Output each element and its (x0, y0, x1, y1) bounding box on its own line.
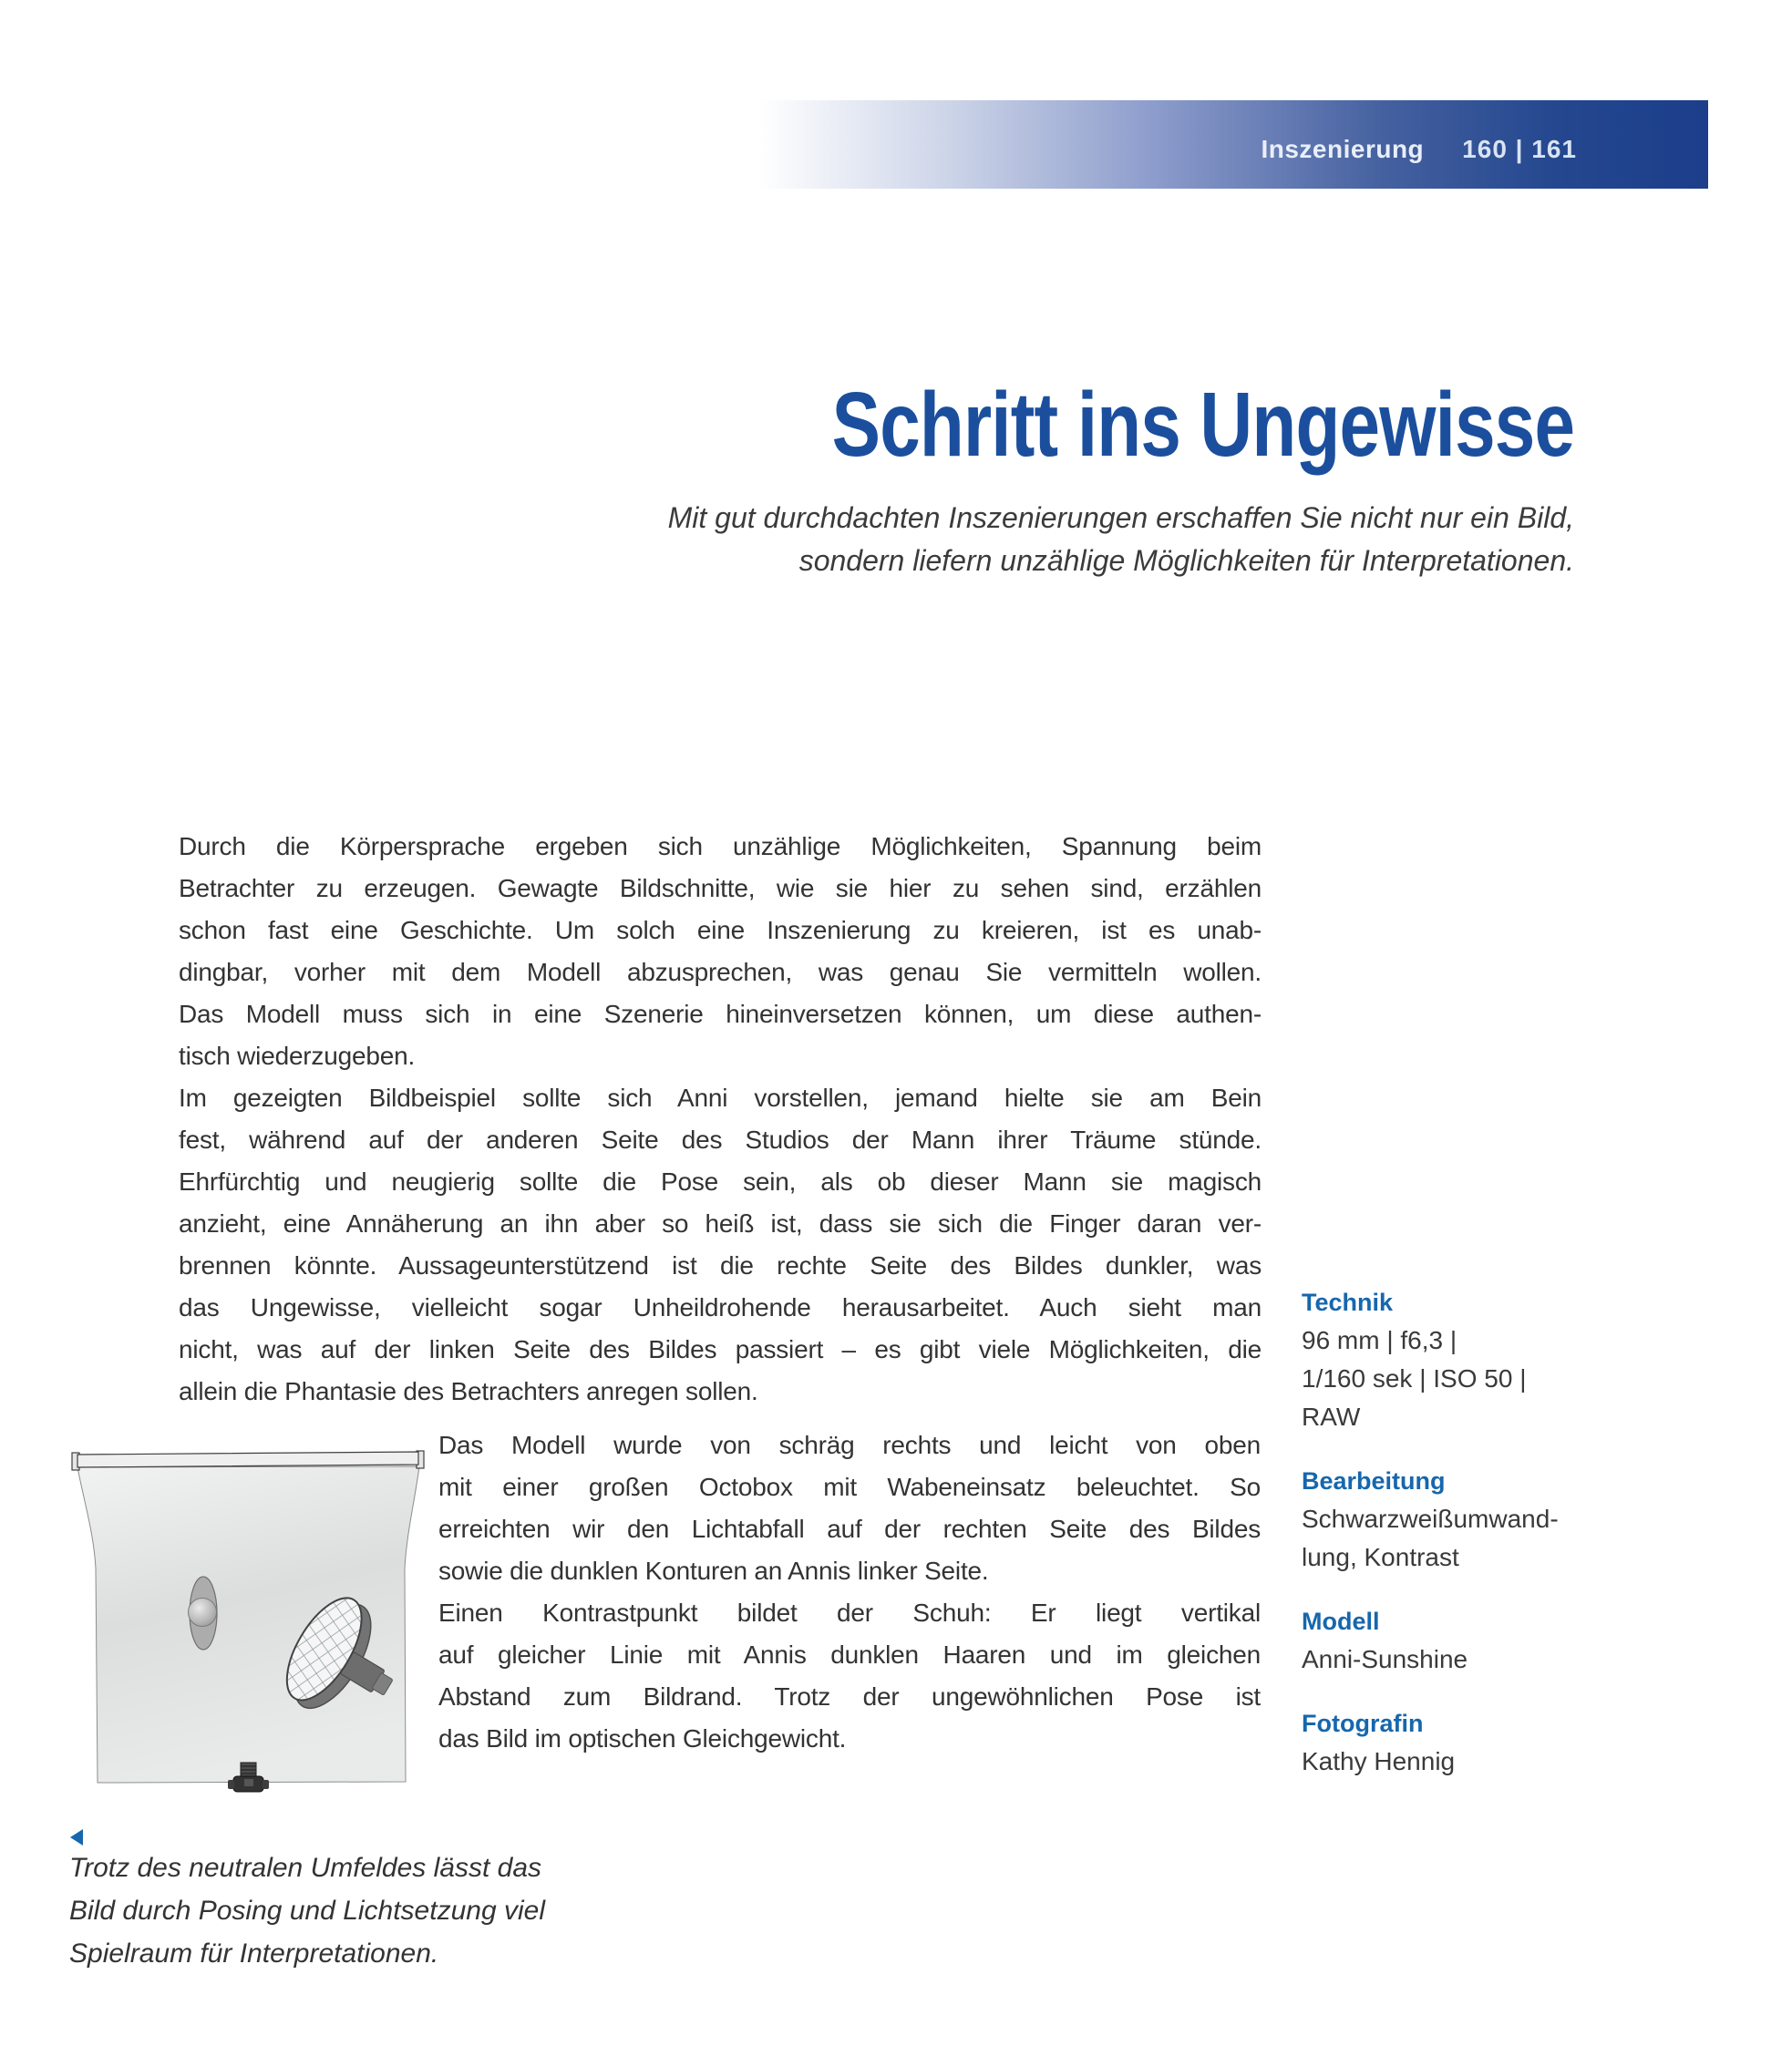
body-text-column (179, 826, 1262, 1413)
sidebar-section-lines (1302, 1640, 1602, 1679)
body-line: fest, während auf der anderen Seite des Studios der Mann ihrer Träume stünde. (179, 1126, 1262, 1154)
sidebar-section-title: Modell (1302, 1608, 1380, 1635)
subtitle-line: Mit gut durchdachten Inszenierungen erschaffen Sie nicht nur ein Bild, (667, 501, 1574, 534)
body-line: Das Modell wurde von schräg rechts und leicht von oben (438, 1431, 1261, 1459)
sidebar-line: Schwarzweißumwand- (1302, 1505, 1559, 1533)
body-line: schon fast eine Geschichte. Um solch eine Inszenierung zu kreieren, ist es unab- (179, 916, 1262, 944)
sidebar-section-lines (1302, 1743, 1602, 1781)
caption-arrow-icon (70, 1829, 83, 1846)
paragraph (179, 1077, 1262, 1413)
page-header-bar (759, 100, 1708, 189)
body-line: anzieht, eine Annäherung an ihn aber so heiß ist, dass sie sich die Finger daran ver- (179, 1209, 1262, 1238)
body-line: Betrachter zu erzeugen. Gewagte Bildschnitte, wie sie hier zu sehen sind, erzählen (179, 874, 1262, 902)
page-subtitle (668, 497, 1574, 582)
sidebar-line: lung, Kontrast (1302, 1543, 1459, 1571)
sidebar-line: Kathy Hennig (1302, 1747, 1456, 1775)
body-line: tisch wiederzugeben. (179, 1042, 416, 1070)
body-line: dingbar, vorher mit dem Modell abzusprechen, was genau Sie vermitteln wollen. (179, 958, 1262, 986)
subtitle-line: sondern liefern unzählige Möglichkeiten für Interpretationen. (798, 544, 1574, 577)
sidebar-section-title: Bearbeitung (1302, 1467, 1446, 1495)
page-title: Schritt ins Ungewisse (831, 374, 1574, 476)
sidebar-section-technik (1302, 1283, 1602, 1436)
body-line: brennen könnte. Aussageunterstützend ist die rechte Seite des Bildes dunkler, was (179, 1251, 1262, 1280)
sidebar-line: Anni-Sunshine (1302, 1645, 1468, 1673)
page-numbers: 160 | 161 (1462, 134, 1577, 163)
paragraph (179, 826, 1262, 1077)
body-line: auf gleicher Linie mit Annis dunklen Haaren und im gleichen (438, 1640, 1261, 1669)
sidebar-section-title: Fotografin (1302, 1710, 1424, 1737)
sidebar-section-fotografin (1302, 1704, 1602, 1781)
paragraph (438, 1592, 1261, 1760)
body-line: das Ungewisse, vielleicht sogar Unheildrohende herausarbeitet. Auch sieht man (179, 1293, 1262, 1321)
sidebar-section-lines (1302, 1321, 1602, 1436)
caption-line: Bild durch Posing und Lichtsetzung viel (69, 1896, 545, 1926)
photo-info-sidebar (1302, 1283, 1602, 1806)
studio-setup-diagram (68, 1448, 428, 1808)
body-line: Einen Kontrastpunkt bildet der Schuh: Er liegt vertikal (438, 1599, 1261, 1627)
body-line: Durch die Körpersprache ergeben sich unzählige Möglichkeiten, Spannung beim (179, 832, 1262, 860)
body-line: sowie die dunklen Konturen an Annis linker Seite. (438, 1557, 989, 1585)
caption-line: Spielraum für Interpretationen. (69, 1938, 439, 1969)
sidebar-section-title: Technik (1302, 1289, 1394, 1316)
sidebar-section-bearbeitung (1302, 1462, 1602, 1577)
body-line: erreichten wir den Lichtabfall auf der rechten Seite des Bildes (438, 1515, 1261, 1543)
caption-line: Trotz des neutralen Umfeldes lässt das (69, 1853, 542, 1883)
figure-caption (69, 1846, 580, 1975)
body-line: mit einer großen Octobox mit Wabeneinsatz beleuchtet. So (438, 1473, 1261, 1501)
chapter-label: Inszenierung (1261, 134, 1425, 163)
sidebar-line: 1/160 sek | ISO 50 | (1302, 1364, 1527, 1393)
sidebar-section-modell (1302, 1602, 1602, 1679)
body-line: nicht, was auf der linken Seite des Bildes passiert – es gibt viele Möglichkeiten, die (179, 1335, 1262, 1363)
body-line: Ehrfürchtig und neugierig sollte die Pose sein, als ob dieser Mann sie magisch (179, 1167, 1262, 1196)
body-line: das Bild im optischen Gleichgewicht. (438, 1724, 847, 1753)
body-line: allein die Phantasie des Betrachters anregen sollen. (179, 1377, 758, 1405)
sidebar-section-lines (1302, 1500, 1602, 1577)
body-line: Abstand zum Bildrand. Trotz der ungewöhnlichen Pose ist (438, 1682, 1261, 1711)
sidebar-line: 96 mm | f6,3 | (1302, 1326, 1457, 1354)
body-text-wrapped-column (438, 1424, 1261, 1760)
sidebar-line: RAW (1302, 1403, 1361, 1431)
paragraph (438, 1424, 1261, 1592)
body-line: Das Modell muss sich in eine Szenerie hineinversetzen können, um diese authen- (179, 1000, 1262, 1028)
body-line: Im gezeigten Bildbeispiel sollte sich Anni vorstellen, jemand hielte sie am Bein (179, 1084, 1262, 1112)
